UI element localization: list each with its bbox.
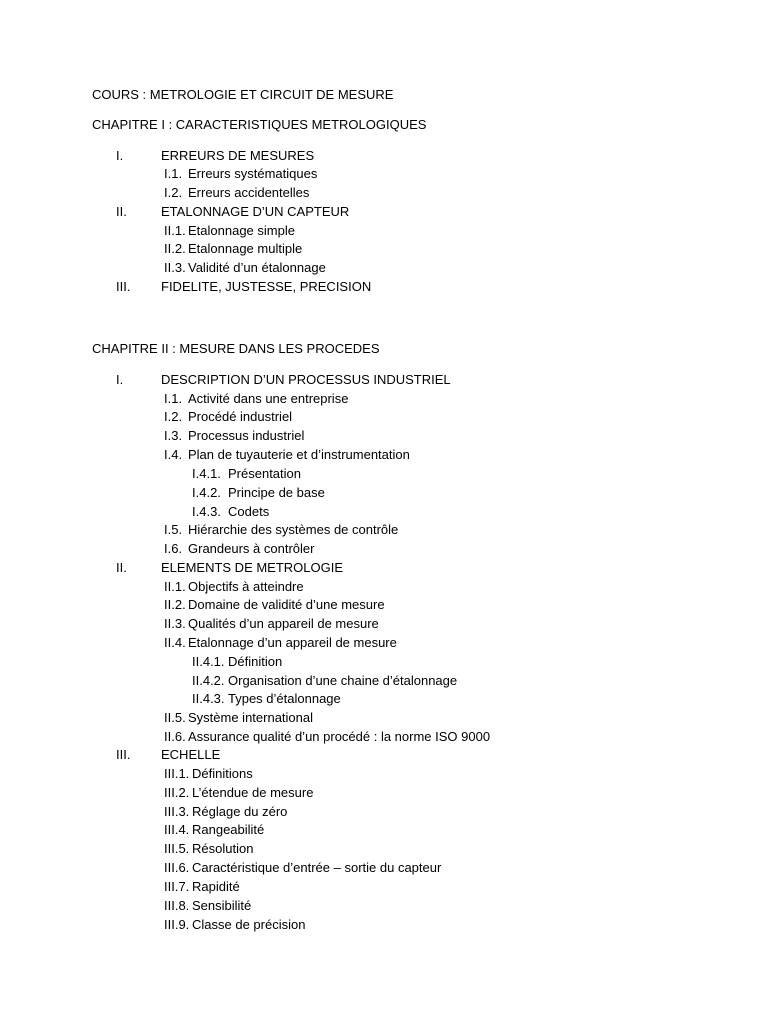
item-title: Objectifs à atteindre [188,579,304,594]
item-title: Grandeurs à contrôler [188,541,315,556]
item-number: III.2. [164,785,190,800]
item-title: Résolution [192,841,254,856]
toc-subitem [0,653,768,671]
course-title: COURS : METROLOGIE ET CIRCUIT DE MESURE [92,87,394,102]
toc-item [0,859,768,877]
toc-subitem [0,503,768,521]
toc-item [0,521,768,539]
toc-subitem [0,465,768,483]
toc-section [0,371,768,389]
section-number: I. [116,372,124,387]
toc-item [0,446,768,464]
item-number: III.3. [164,804,190,819]
item-title: Etalonnage multiple [188,241,303,256]
toc-item [0,240,768,258]
toc-item [0,578,768,596]
subitem-number: I.4.3. [192,504,221,519]
toc-item [0,709,768,727]
toc-item [0,728,768,746]
item-number: III.4. [164,822,190,837]
item-title: Système international [188,710,314,725]
section-number: III. [116,279,131,294]
item-number: II.3. [164,260,186,275]
item-number: III.7. [164,879,190,894]
toc-item [0,259,768,277]
toc-item [0,540,768,558]
subitem-number: II.4.2. [192,673,225,688]
toc-item [0,821,768,839]
toc-subitem [0,484,768,502]
toc-item [0,803,768,821]
item-title: Etalonnage simple [188,223,295,238]
toc-item [0,427,768,445]
toc-subitem [0,672,768,690]
item-number: I.2. [164,409,183,424]
toc-item [0,222,768,240]
subitem-title: Principe de base [228,485,325,500]
toc-item [0,784,768,802]
item-number: II.5. [164,710,186,725]
section-number: I. [116,148,124,163]
toc-section [0,278,768,296]
item-number: II.4. [164,635,186,650]
toc-section [0,203,768,221]
toc-item [0,596,768,614]
item-number: II.2. [164,241,186,256]
item-title: Activité dans une entreprise [188,391,349,406]
item-title: Erreurs accidentelles [188,185,310,200]
section-title: ETALONNAGE D’UN CAPTEUR [161,204,350,219]
subitem-title: Organisation d’une chaine d’étalonnage [228,673,458,688]
item-number: II.3. [164,616,186,631]
item-title: Assurance qualité d’un procédé : la norme ISO 9000 [188,729,491,744]
subitem-number: II.4.1. [192,654,225,669]
section-number: III. [116,747,131,762]
toc-item [0,390,768,408]
item-title: Domaine de validité d’une mesure [188,597,385,612]
item-number: III.8. [164,898,190,913]
item-number: II.6. [164,729,186,744]
item-number: III.5. [164,841,190,856]
item-title: Validité d’un étalonnage [188,260,326,275]
item-title: Processus industriel [188,428,305,443]
item-number: III.1. [164,766,190,781]
item-number: II.1. [164,223,186,238]
item-number: I.1. [164,391,183,406]
toc-item [0,765,768,783]
subitem-number: II.4.3. [192,691,225,706]
item-title: Rapidité [192,879,240,894]
toc-section [0,147,768,165]
item-number: I.1. [164,166,183,181]
item-title: Classe de précision [192,917,306,932]
item-number: I.5. [164,522,183,537]
toc-item [0,916,768,934]
item-title: L’étendue de mesure [192,785,314,800]
toc-item [0,634,768,652]
item-title: Erreurs systématiques [188,166,318,181]
toc-item [0,165,768,183]
toc-item [0,408,768,426]
chapter-1-title: CHAPITRE I : CARACTERISTIQUES METROLOGIQUES [92,117,427,132]
item-title: Rangeabilité [192,822,265,837]
section-number: II. [116,204,127,219]
toc-item [0,615,768,633]
section-title: ERREURS DE MESURES [161,148,315,163]
toc-item [0,897,768,915]
toc-subitem [0,690,768,708]
item-title: Etalonnage d’un appareil de mesure [188,635,397,650]
item-title: Plan de tuyauterie et d’instrumentation [188,447,410,462]
subitem-number: I.4.2. [192,485,221,500]
chapter-2-title: CHAPITRE II : MESURE DANS LES PROCEDES [92,341,380,356]
section-number: II. [116,560,127,575]
item-number: I.3. [164,428,183,443]
item-number: II.2. [164,597,186,612]
item-title: Caractéristique d’entrée – sortie du capteur [192,860,442,875]
item-title: Procédé industriel [188,409,293,424]
toc-item [0,184,768,202]
toc-section [0,746,768,764]
item-number: I.4. [164,447,183,462]
section-title: DESCRIPTION D’UN PROCESSUS INDUSTRIEL [161,372,451,387]
item-number: I.2. [164,185,183,200]
subitem-title: Codets [228,504,270,519]
subitem-title: Types d’étalonnage [228,691,341,706]
item-number: III.9. [164,917,190,932]
item-title: Réglage du zéro [192,804,288,819]
section-title: FIDELITE, JUSTESSE, PRECISION [161,279,372,294]
item-number: III.6. [164,860,190,875]
subitem-title: Définition [228,654,283,669]
item-number: I.6. [164,541,183,556]
item-title: Hiérarchie des systèmes de contrôle [188,522,399,537]
item-title: Sensibilité [192,898,252,913]
section-title: ECHELLE [161,747,221,762]
section-title: ELEMENTS DE METROLOGIE [161,560,344,575]
subitem-number: I.4.1. [192,466,221,481]
item-title: Définitions [192,766,253,781]
item-title: Qualités d’un appareil de mesure [188,616,379,631]
toc-item [0,840,768,858]
toc-item [0,878,768,896]
subitem-title: Présentation [228,466,301,481]
item-number: II.1. [164,579,186,594]
toc-section [0,559,768,577]
